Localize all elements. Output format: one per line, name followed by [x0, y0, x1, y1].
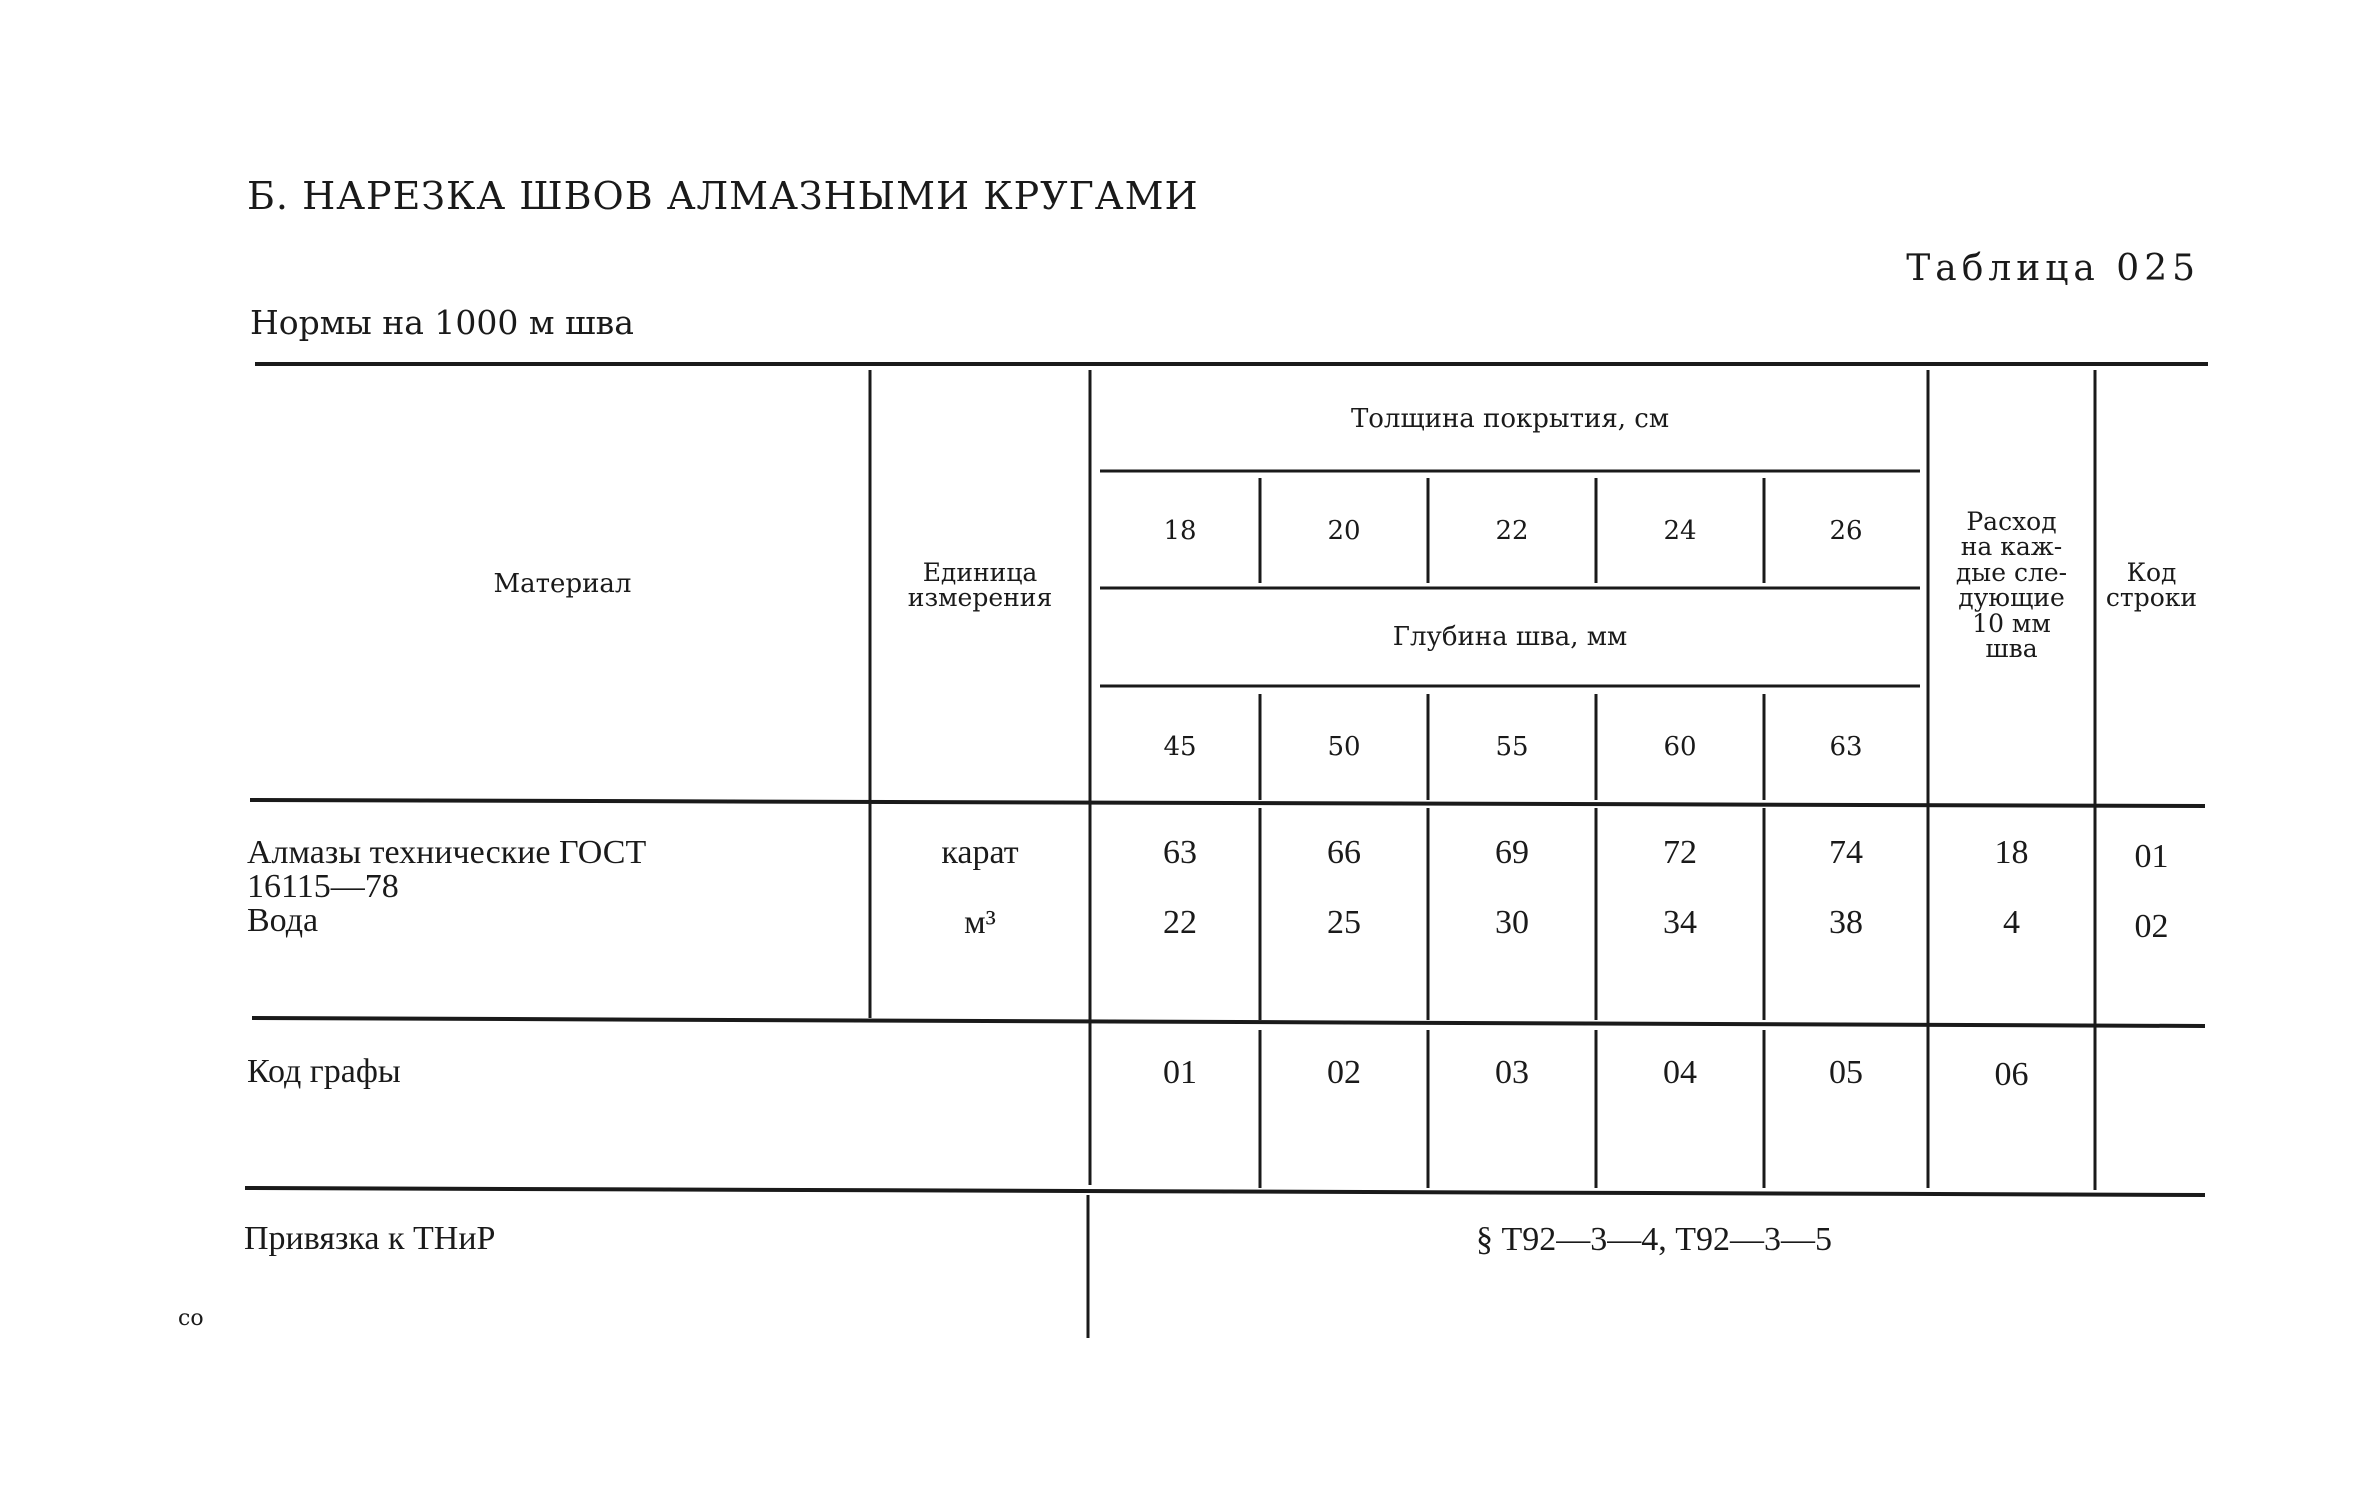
depth-value: 55 — [1495, 732, 1529, 762]
thickness-value: 18 — [1163, 515, 1197, 546]
row-1-value: 74 — [1829, 834, 1863, 871]
header-consumption-line: дующие — [1958, 583, 2065, 612]
column-code: 05 — [1829, 1054, 1863, 1091]
row-2-code: 02 — [2134, 908, 2169, 945]
header-row-code — [2095, 370, 2208, 800]
norms-caption: Нормы на 1000 м шва — [250, 303, 634, 342]
header-material: Материал — [493, 569, 632, 600]
row-2-consumption: 4 — [2003, 904, 2020, 941]
column-code: 04 — [1663, 1054, 1697, 1091]
header-consumption-line: дые сле- — [1955, 557, 2068, 587]
row-1-material-line2: 16115—78 — [247, 868, 399, 905]
page-mark: co — [178, 1306, 204, 1331]
row-2-material: Вода — [247, 902, 319, 939]
codes-bottom-rule — [245, 1188, 2205, 1195]
header-unit-line1: Единица — [922, 558, 1038, 587]
column-code: 03 — [1495, 1054, 1529, 1091]
column-code: 02 — [1327, 1054, 1361, 1091]
row-1-value: 72 — [1663, 834, 1697, 871]
row-2-value: 22 — [1163, 904, 1197, 941]
reference-label: Привязка к ТНиР — [244, 1220, 496, 1257]
depth-value: 50 — [1327, 732, 1361, 762]
depth-value: 60 — [1663, 732, 1697, 762]
row-2-value: 34 — [1663, 904, 1697, 941]
header-consumption-line: шва — [1985, 634, 2038, 663]
header-consumption — [1928, 370, 2095, 800]
depth-value: 45 — [1163, 732, 1197, 762]
header-thickness-group: Толщина покрытия, см — [1350, 404, 1670, 435]
column-code: 01 — [1163, 1054, 1197, 1091]
section-title: Б. НАРЕЗКА ШВОВ АЛМАЗНЫМИ КРУГАМИ — [247, 174, 1199, 218]
thickness-value: 24 — [1663, 515, 1697, 546]
row-1-value: 69 — [1495, 834, 1529, 871]
thickness-value: 26 — [1829, 515, 1863, 546]
row-2-value: 30 — [1495, 904, 1529, 941]
header-bottom-rule — [250, 800, 2205, 806]
row-1-value: 63 — [1163, 834, 1197, 871]
row-1-value: 66 — [1327, 834, 1361, 871]
row-1-unit: карат — [941, 834, 1019, 871]
row-2-value: 25 — [1327, 904, 1361, 941]
thickness-value: 20 — [1327, 515, 1361, 546]
header-row-code-line2: строки — [2105, 583, 2198, 612]
header-unit — [870, 370, 1090, 800]
row-1-material-line1: Алмазы технические ГОСТ — [247, 834, 647, 871]
header-consumption-line: Расход — [1966, 506, 2057, 536]
header-unit-line2: измерения — [907, 583, 1053, 612]
column-code: 06 — [1994, 1056, 2029, 1093]
header-consumption-line: на каж- — [1960, 532, 2063, 561]
row-1-code: 01 — [2134, 838, 2169, 875]
row-2-unit: м³ — [964, 904, 996, 941]
reference-value: § Т92—3—4, Т92—3—5 — [1475, 1221, 1833, 1258]
table-label: Таблица 025 — [1906, 248, 2200, 289]
column-codes-label: Код графы — [247, 1053, 401, 1090]
header-row-code-line1: Код — [2126, 558, 2177, 587]
thickness-value: 22 — [1495, 515, 1529, 546]
header-depth-group: Глубина шва, мм — [1392, 622, 1628, 653]
row-1-consumption: 18 — [1994, 834, 2029, 871]
row-1-material — [247, 836, 646, 904]
body-bottom-rule — [252, 1018, 2205, 1026]
header-consumption-line: 10 мм — [1972, 608, 2051, 638]
row-2-value: 38 — [1829, 904, 1863, 941]
depth-value: 63 — [1829, 732, 1863, 762]
